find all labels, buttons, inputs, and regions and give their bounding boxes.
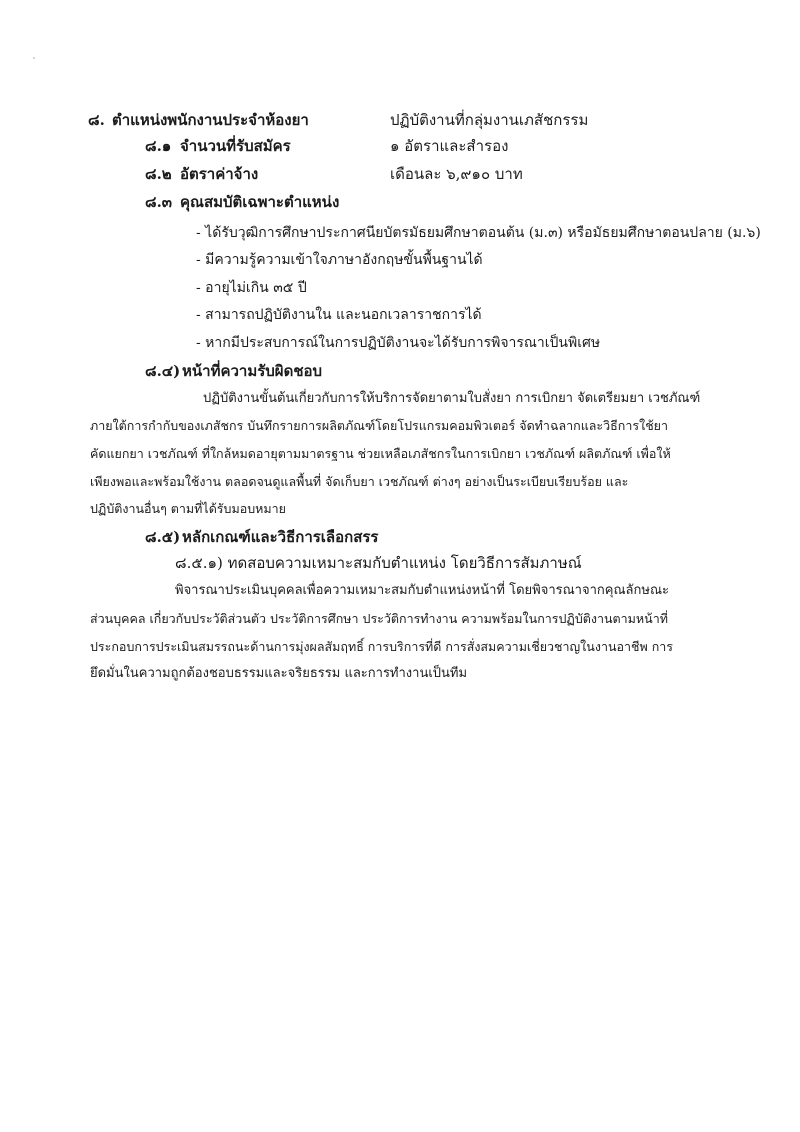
qualification-item: - หากมีประสบการณ์ในการปฏิบัติงานจะได้รับการพิจารณาเป็นพิเศษ (196, 335, 601, 351)
section-number: ๘. (88, 111, 105, 129)
duties-line: เพียงพอและพร้อมใช้งาน ตลอดจนดูแลพื้นที่ จัดเก็บยา เวชภัณฑ์ ต่างๆ อย่างเป็นระเบียบเรียบร้อย และ (90, 474, 629, 489)
positions-number: ๘.๑ (145, 137, 172, 155)
qualification-item: - มีความรู้ความเข้าใจภาษาอังกฤษขั้นพื้นฐานได้ (196, 252, 483, 268)
duties-line: ปฏิบัติงานอื่นๆ ตามที่ได้รับมอบหมาย (90, 501, 286, 516)
qualifications-label: คุณสมบัติเฉพาะตำแหน่ง (180, 193, 340, 211)
positions-label: จำนวนที่รับสมัคร (180, 137, 291, 155)
qualification-item: - ได้รับวุฒิการศึกษาประกาศนียบัตรมัธยมศึกษาตอนต้น (ม.๓) หรือมัธยมศึกษาตอนปลาย (ม.๖) (196, 225, 761, 241)
selection-line: ยึดมั่นในความถูกต้องชอบธรรมและจริยธรรม และการทำงานเป็นทีม (90, 666, 468, 681)
qualifications-number: ๘.๓ (145, 193, 173, 211)
qualification-item: - สามารถปฏิบัติงานใน และนอกเวลาราชการได้ (196, 307, 482, 323)
duties-line: ปฏิบัติงานขั้นต้นเกี่ยวกับการให้บริการจัดยาตามใบสั่งยา การเบิกยา จัดเตรียมยา เวชภัณฑ์ (203, 391, 701, 406)
section-title: ตำแหน่งพนักงานประจำห้องยา (112, 111, 309, 129)
selection-sub: ๘.๕.๑) ทดสอบความเหมาะสมกับตำแหน่ง โดยวิธีการสัมภาษณ์ (175, 554, 582, 572)
salary-number: ๘.๒ (145, 165, 172, 183)
duties-label: หน้าที่ความรับผิดชอบ (182, 362, 323, 380)
scan-speck (33, 57, 35, 59)
duties-number: ๘.๔) (145, 362, 181, 380)
selection-line: ประกอบการประเมินสมรรถนะด้านการมุ่งผลสัมฤทธิ์ การบริการที่ดี การสั่งสมความเชี่ยวชาญในงานอาชีพ การ (90, 639, 674, 654)
selection-number: ๘.๕) (145, 528, 181, 546)
positions-value: ๑ อัตราและสำรอง (390, 137, 509, 155)
salary-value: เดือนละ ๖,๙๑๐ บาท (390, 165, 523, 183)
selection-line: ส่วนบุคคล เกี่ยวกับประวัติส่วนตัว ประวัติการศึกษา ประวัติการทำงาน ความพร้อมในการปฏิบัติงานตามหน้าที่ (90, 611, 668, 626)
duties-line: คัดแยกยา เวชภัณฑ์ ที่ใกล้หมดอายุตามมาตรฐาน ช่วยเหลือเภสัชกรในการเบิกยา เวชภัณฑ์ ผลิตภัณฑ์ เพื่อให้ (90, 446, 671, 461)
section-workplace: ปฏิบัติงานที่กลุ่มงานเภสัชกรรม (390, 111, 589, 129)
selection-line: พิจารณาประเมินบุคคลเพื่อความเหมาะสมกับตำแหน่งหน้าที่ โดยพิจารณาจากคุณลักษณะ (175, 583, 669, 598)
duties-line: ภายใต้การกำกับของเภสัชกร บันทึกรายการผลิตภัณฑ์โดยโปรแกรมคอมพิวเตอร์ จัดทำฉลากและวิธีการใช้ยา (90, 418, 669, 433)
selection-label: หลักเกณฑ์และวิธีการเลือกสรร (182, 528, 379, 546)
qualification-item: - อายุไม่เกิน ๓๕ ปี (196, 280, 307, 296)
salary-label: อัตราค่าจ้าง (180, 165, 259, 183)
